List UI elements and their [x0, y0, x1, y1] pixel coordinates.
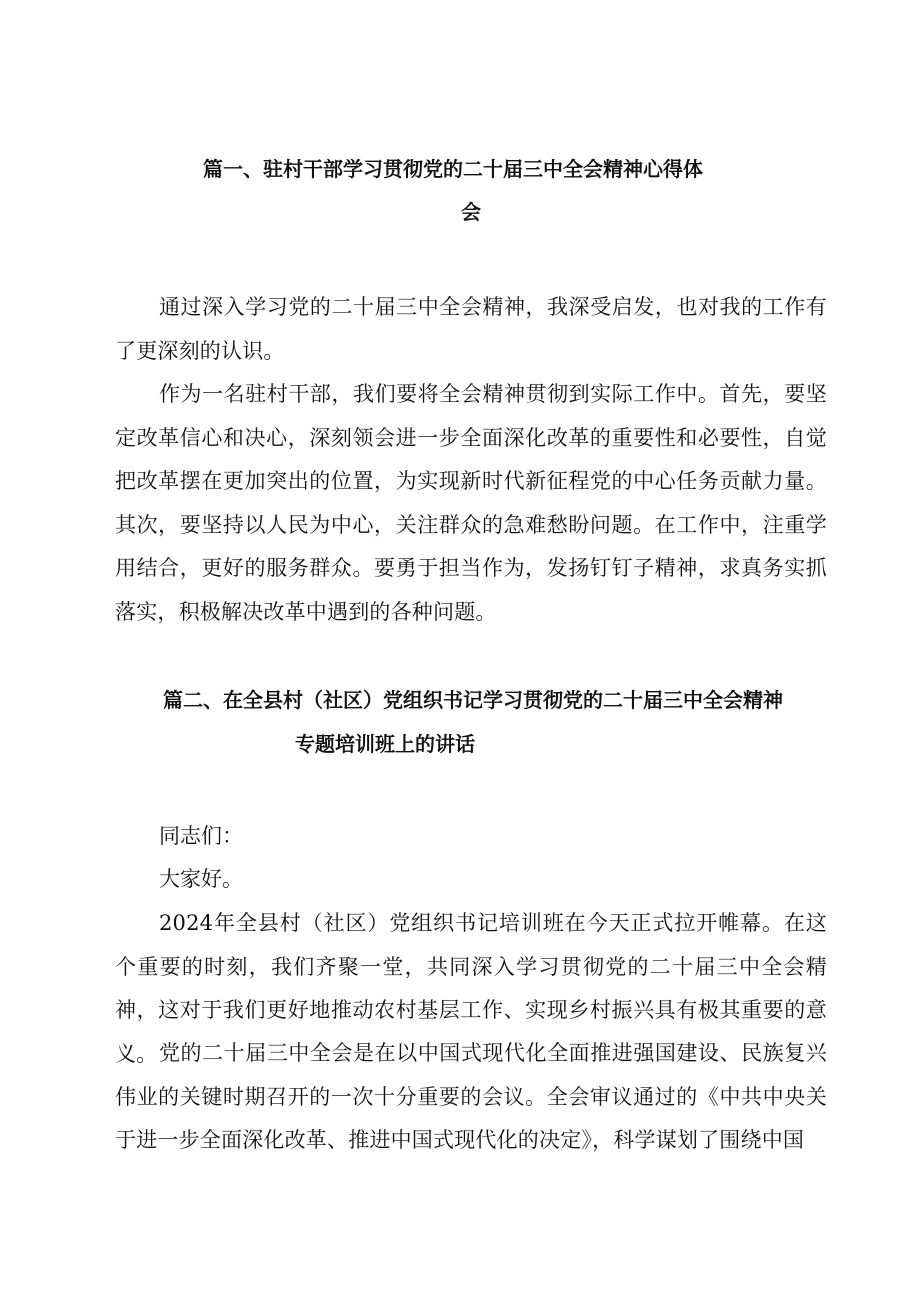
section-1-paragraph-1: 通过深入学习党的二十届三中全会精神，我深受启发，也对我的工作有了更深刻的认识。: [115, 295, 827, 363]
section-1-title-line-2: 会: [461, 200, 481, 224]
section-1-title-line-1: 篇一、驻村干部学习贯彻党的二十届三中全会精神心得体: [203, 157, 703, 181]
section-2-title-line-1: 篇二、在全县村（社区）党组织书记学习贯彻党的二十届三中全会精神: [163, 688, 783, 712]
section-2-paragraph-2: 党的二十届三中全会是在以中国式现代化全面推进强国建设、民族复兴伟业的关键时期召开的一次十分重要的会议。全会审议通过的《中共中央关于进一步全面深化改革、推进中国式现代化的决定》，科学谋划了围绕中国: [115, 1041, 827, 1152]
greeting: 大家好。: [159, 867, 243, 891]
salutation: 同志们：: [159, 824, 243, 848]
section-2-paragraph-1: 2024年全县村（社区）党组织书记培训班在今天正式拉开帷幕。在这个重要的时刻，我们齐聚一堂，共同深入学习贯彻党的二十届三中全会精神，这对于我们更好地推动农村基层工作、实现乡村振兴具有极其重要的意义。: [115, 911, 827, 1066]
section-1-paragraph-2: 作为一名驻村干部，我们要将全会精神贯彻到实际工作中。首先，要坚定改革信心和决心，深刻领会进一步全面深化改革的重要性和必要性，自觉把改革摆在更加突出的位置，为实现新时代新征程党的中心任务贡献力量。其次，要坚持以人民为中心，关注群众的急难愁盼问题。在工作中，注重学用结合，更好的服务群众。要勇于担当作为，发扬钉钉子精神，求真务实抓落实，积极解决改革中遇到的各种问题。: [115, 382, 827, 624]
section-2-title-line-2: 专题培训班上的讲话: [295, 732, 475, 756]
